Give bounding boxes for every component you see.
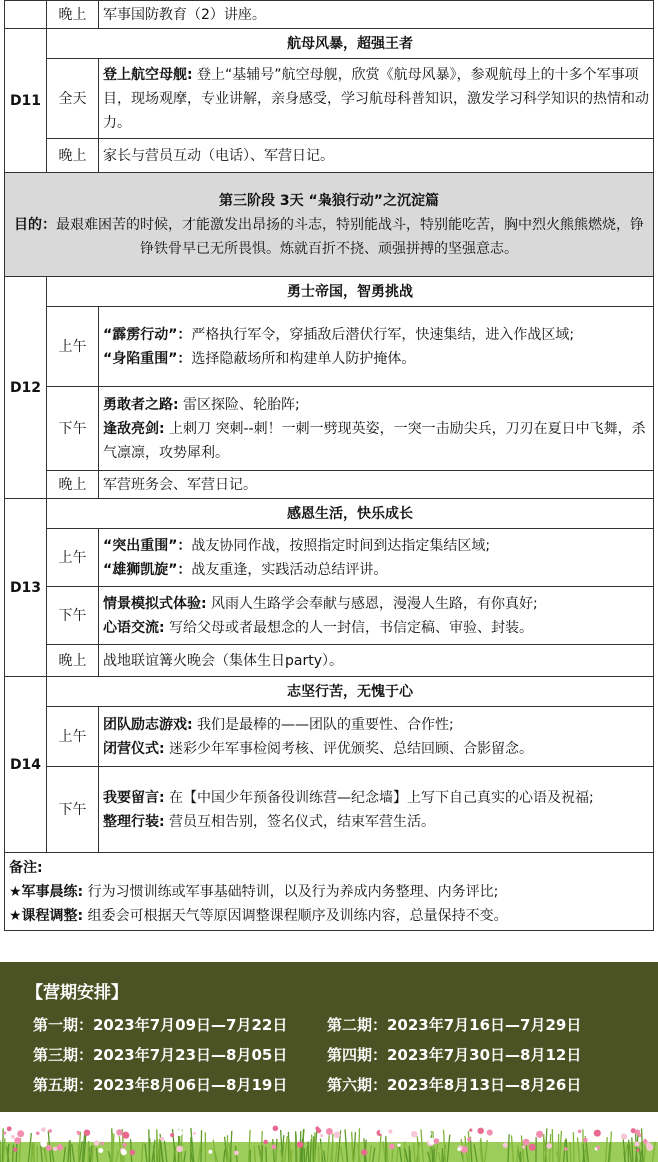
camp-heading: 【营期安排】 bbox=[26, 983, 128, 1003]
activity-name: “霹雳行动”： bbox=[103, 326, 192, 343]
table-row bbox=[5, 277, 654, 307]
activity-cell bbox=[99, 707, 654, 767]
table-row bbox=[5, 1, 654, 29]
table-row bbox=[5, 707, 654, 767]
flower-grass-border bbox=[0, 1112, 658, 1162]
slot-cell: 上午 bbox=[47, 307, 99, 387]
activity-desc: 在【中国少年预备役训练营—纪念墙】上写下自己真实的心语及祝福; bbox=[164, 789, 594, 806]
slot-cell: 上午 bbox=[47, 707, 99, 767]
note-text: 行为习惯训练或军事基础特训，以及行为养成内务整理、内务评比; bbox=[83, 883, 499, 900]
activity-cell: 军事国防教育（2）讲座。 bbox=[99, 1, 654, 29]
activity-name: 勇敢者之路: bbox=[103, 396, 179, 413]
slot-cell: 上午 bbox=[47, 529, 99, 587]
camp-period-row bbox=[33, 1074, 581, 1095]
activity-cell: 军营班务会、军营日记。 bbox=[99, 471, 654, 499]
activity-name: 登上航空母舰: bbox=[103, 66, 193, 83]
note-title: ★军事晨练: bbox=[9, 883, 84, 900]
camp-period-row bbox=[33, 1044, 581, 1065]
slot-cell: 全天 bbox=[47, 59, 99, 139]
notes-cell bbox=[5, 853, 654, 931]
slot-cell: 下午 bbox=[47, 387, 99, 471]
goal-text: 最艰难困苦的时候，才能激发出昂扬的斗志，特别能战斗，特别能吃苦，胸中烈火熊熊燃烧，铮铮铁骨早已无所畏惧。炼就百折不挠、顽强拼搏的坚强意志。 bbox=[56, 216, 644, 257]
activity-name: “雄狮凯旋”： bbox=[103, 561, 192, 578]
camp-period: 第六期：2023年8月13日—8月26日 bbox=[327, 1076, 582, 1094]
table-row bbox=[5, 587, 654, 645]
note-text: 组委会可根据天气等原因调整课程顺序及训练内容，总量保持不变。 bbox=[83, 907, 508, 924]
notes-label: 备注: bbox=[9, 859, 43, 876]
note-title: ★课程调整: bbox=[9, 907, 84, 924]
activity-desc: 上刺刀 突刺--刺！一刺一劈现英姿，一突一击励尖兵，刀刃在夏日中飞舞，杀气凛凛，攻势犀利。 bbox=[103, 420, 646, 461]
activity-name: 逢敌亮剑: bbox=[103, 420, 165, 437]
day-title: 航母风暴，超强王者 bbox=[47, 29, 654, 59]
camp-period: 第一期：2023年7月09日—7月22日 bbox=[33, 1016, 288, 1034]
table-row bbox=[5, 139, 654, 173]
activity-desc: 我们是最棒的——团队的重要性、合作性; bbox=[192, 716, 454, 733]
activity-cell bbox=[99, 587, 654, 645]
activity-name: 团队励志游戏: bbox=[103, 716, 193, 733]
phase-banner bbox=[5, 173, 654, 277]
activity-desc: 营员互相告别，签名仪式，结束军营生活。 bbox=[164, 813, 436, 830]
camp-period-row bbox=[33, 1014, 581, 1035]
table-row bbox=[5, 767, 654, 853]
slot-cell: 晚上 bbox=[47, 139, 99, 173]
activity-name: “突出重围”： bbox=[103, 537, 192, 554]
flower-grass-illustration bbox=[0, 1112, 658, 1162]
table-row bbox=[5, 853, 654, 931]
activity-desc: 雷区探险、轮胎阵; bbox=[178, 396, 300, 413]
table-row bbox=[5, 59, 654, 139]
camp-period: 第三期：2023年7月23日—8月05日 bbox=[33, 1046, 288, 1064]
day-label: D12 bbox=[5, 277, 47, 499]
activity-desc: 战友重逢，实践活动总结评讲。 bbox=[191, 561, 388, 578]
activity-desc: 写给父母或者最想念的人一封信，书信定稿、审验、封装。 bbox=[164, 619, 534, 636]
slot-cell: 下午 bbox=[47, 587, 99, 645]
day-title: 勇士帝国，智勇挑战 bbox=[47, 277, 654, 307]
slot-cell: 下午 bbox=[47, 767, 99, 853]
day-label: D14 bbox=[5, 677, 47, 853]
activity-cell: 战地联谊篝火晚会（集体生日party）。 bbox=[99, 645, 654, 677]
activity-desc: 登上“基辅号”航空母舰，欣赏《航母风暴》，参观航母上的十多个军事项目，现场观摩，专业讲解，亲身感受，学习航母科普知识，激发学习科学知识的热情和动力。 bbox=[103, 66, 649, 131]
table-row bbox=[5, 29, 654, 59]
activity-desc: 严格执行军令，穿插敌后潜伏行军，快速集结，进入作战区域; bbox=[191, 326, 575, 343]
activity-name: 心语交流: bbox=[103, 619, 165, 636]
activity-name: 整理行装: bbox=[103, 813, 165, 830]
camp-schedule-panel bbox=[0, 962, 658, 1112]
schedule-table bbox=[4, 0, 654, 931]
slot-cell: 晚上 bbox=[47, 471, 99, 499]
activity-desc: 战友协同作战，按照指定时间到达指定集结区域; bbox=[191, 537, 491, 554]
table-row bbox=[5, 173, 654, 277]
phase-title: 第三阶段 3天 “枭狼行动”之沉淀篇 bbox=[219, 192, 439, 209]
table-row bbox=[5, 529, 654, 587]
activity-desc: 选择隐蔽场所和构建单人防护掩体。 bbox=[191, 350, 416, 367]
table-row bbox=[5, 387, 654, 471]
day-label: D13 bbox=[5, 499, 47, 677]
slot-cell: 晚上 bbox=[47, 645, 99, 677]
activity-name: 闭营仪式: bbox=[103, 740, 165, 757]
table-row bbox=[5, 645, 654, 677]
day-label: D11 bbox=[5, 29, 47, 173]
activity-cell bbox=[99, 529, 654, 587]
table-row bbox=[5, 677, 654, 707]
table-row bbox=[5, 307, 654, 387]
activity-cell bbox=[99, 387, 654, 471]
activity-name: 我要留言: bbox=[103, 789, 165, 806]
day-cell-empty bbox=[5, 1, 47, 29]
activity-name: “身陷重围”： bbox=[103, 350, 192, 367]
camp-period: 第四期：2023年7月30日—8月12日 bbox=[327, 1046, 582, 1064]
camp-period: 第二期：2023年7月16日—7月29日 bbox=[327, 1016, 582, 1034]
activity-desc: 迷彩少年军事检阅考核、评优颁奖、总结回顾、合影留念。 bbox=[164, 740, 534, 757]
activity-desc: 风雨人生路学会奉献与感恩，漫漫人生路，有你真好; bbox=[206, 595, 538, 612]
activity-cell bbox=[99, 307, 654, 387]
day-title: 感恩生活，快乐成长 bbox=[47, 499, 654, 529]
camp-period: 第五期：2023年8月06日—8月19日 bbox=[33, 1076, 288, 1094]
table-row bbox=[5, 499, 654, 529]
activity-cell bbox=[99, 767, 654, 853]
activity-cell: 家长与营员互动（电话）、军营日记。 bbox=[99, 139, 654, 173]
day-title: 志坚行苦，无愧于心 bbox=[47, 677, 654, 707]
goal-label: 目的： bbox=[14, 216, 56, 233]
table-row bbox=[5, 471, 654, 499]
activity-name: 情景模拟式体验: bbox=[103, 595, 207, 612]
activity-cell bbox=[99, 59, 654, 139]
slot-cell: 晚上 bbox=[47, 1, 99, 29]
